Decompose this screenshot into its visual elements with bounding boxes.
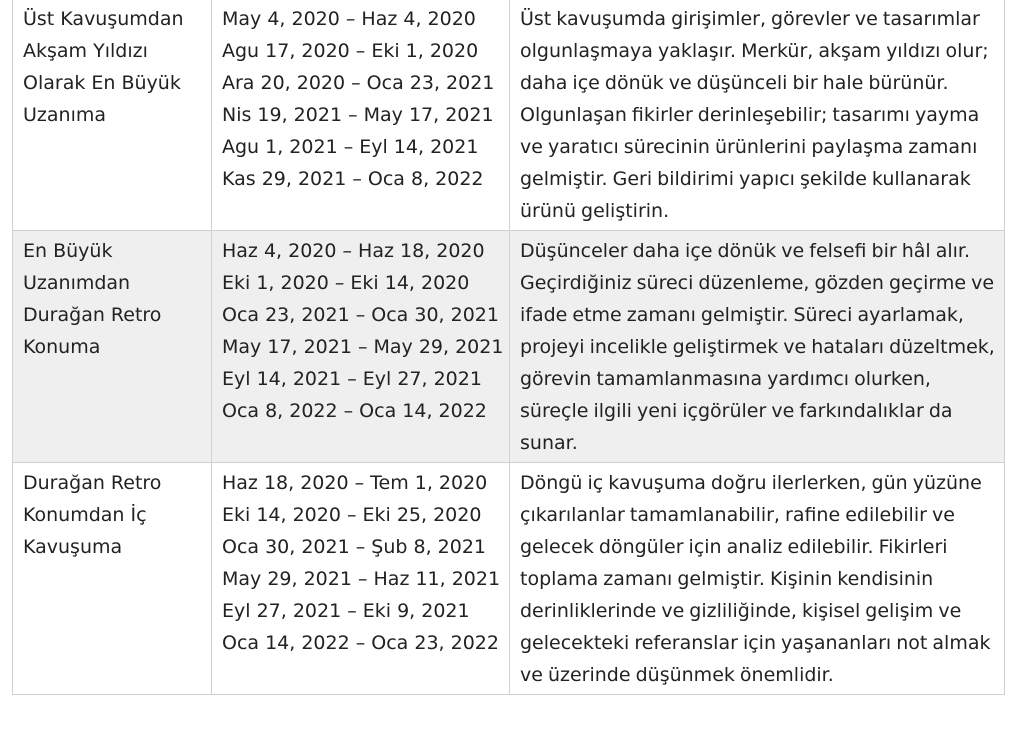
dates-cell [212, 0, 510, 231]
date-range: Oca 30, 2021 – Şub 8, 2021 [222, 536, 486, 558]
date-range: Nis 19, 2021 – May 17, 2021 [222, 104, 494, 126]
date-range: Eyl 14, 2021 – Eyl 27, 2021 [222, 368, 482, 390]
description-cell [510, 0, 1005, 231]
phase-description: Üst kavuşumda girişimler, görevler ve tasarımlar olgunlaşmaya yaklaşır. Merkür, akşam yıldızı olur; daha içe dönük ve düşünceli bir hale bürünür. Olgunlaşan fikirler derinleşebilir; tasarımı yayma ve yaratıcı sürecinin ürünlerini paylaşma zamanı gelmiştir. Geri bildirimi yapıcı şekilde kullanarak ürünü geliştirin. [520, 8, 989, 222]
date-range: Agu 1, 2021 – Eyl 14, 2021 [222, 136, 479, 158]
date-range: Eyl 27, 2021 – Eki 9, 2021 [222, 600, 470, 622]
table-row [13, 0, 1005, 231]
date-range: May 29, 2021 – Haz 11, 2021 [222, 568, 501, 590]
phase-name: En Büyük Uzanımdan Durağan Retro Konuma [23, 240, 162, 358]
phase-cell [13, 463, 212, 695]
date-range: Eki 14, 2020 – Eki 25, 2020 [222, 504, 482, 526]
table-row [13, 231, 1005, 463]
phase-name: Üst Kavuşumdan Akşam Yıldızı Olarak En Büyük Uzanıma [23, 8, 184, 126]
phase-description: Döngü iç kavuşuma doğru ilerlerken, gün yüzüne çıkarılanlar tamamlanabilir, rafine edilebilir ve gelecek döngüler için analiz edilebilir. Fikirleri toplama zamanı gelmiştir. Kişinin kendisinin derinliklerinde ve gizliliğinde, kişisel gelişim ve gelecekteki referanslar için yaşananları not almak ve üzerinde düşünmek önemlidir. [520, 472, 991, 686]
date-range: May 4, 2020 – Haz 4, 2020 [222, 8, 476, 30]
table-row [13, 463, 1005, 695]
phase-description: Düşünceler daha içe dönük ve felsefi bir hâl alır. Geçirdiğiniz süreci düzenleme, gözden geçirme ve ifade etme zamanı gelmiştir. Süreci ayarlamak, projeyi incelikle geliştirmek ve hataları düzeltmek, görevin tamamlanmasına yardımcı olurken, süreçle ilgili yeni içgörüler ve farkındalıklar da sunar. [520, 240, 995, 454]
date-range: Haz 4, 2020 – Haz 18, 2020 [222, 240, 485, 262]
date-range: Kas 29, 2021 – Oca 8, 2022 [222, 168, 484, 190]
date-range: Agu 17, 2020 – Eki 1, 2020 [222, 40, 479, 62]
dates-cell [212, 463, 510, 695]
date-range: Ara 20, 2020 – Oca 23, 2021 [222, 72, 495, 94]
date-range: Haz 18, 2020 – Tem 1, 2020 [222, 472, 488, 494]
phase-cell [13, 231, 212, 463]
phase-cell [13, 0, 212, 231]
date-range: Oca 14, 2022 – Oca 23, 2022 [222, 632, 499, 654]
date-range: Eki 1, 2020 – Eki 14, 2020 [222, 272, 470, 294]
dates-cell [212, 231, 510, 463]
date-range: May 17, 2021 – May 29, 2021 [222, 336, 504, 358]
description-cell [510, 463, 1005, 695]
mercury-phases-table [12, 0, 1005, 695]
description-cell [510, 231, 1005, 463]
phase-name: Durağan Retro Konumdan İç Kavuşuma [23, 472, 162, 558]
date-range: Oca 8, 2022 – Oca 14, 2022 [222, 400, 487, 422]
date-range: Oca 23, 2021 – Oca 30, 2021 [222, 304, 499, 326]
